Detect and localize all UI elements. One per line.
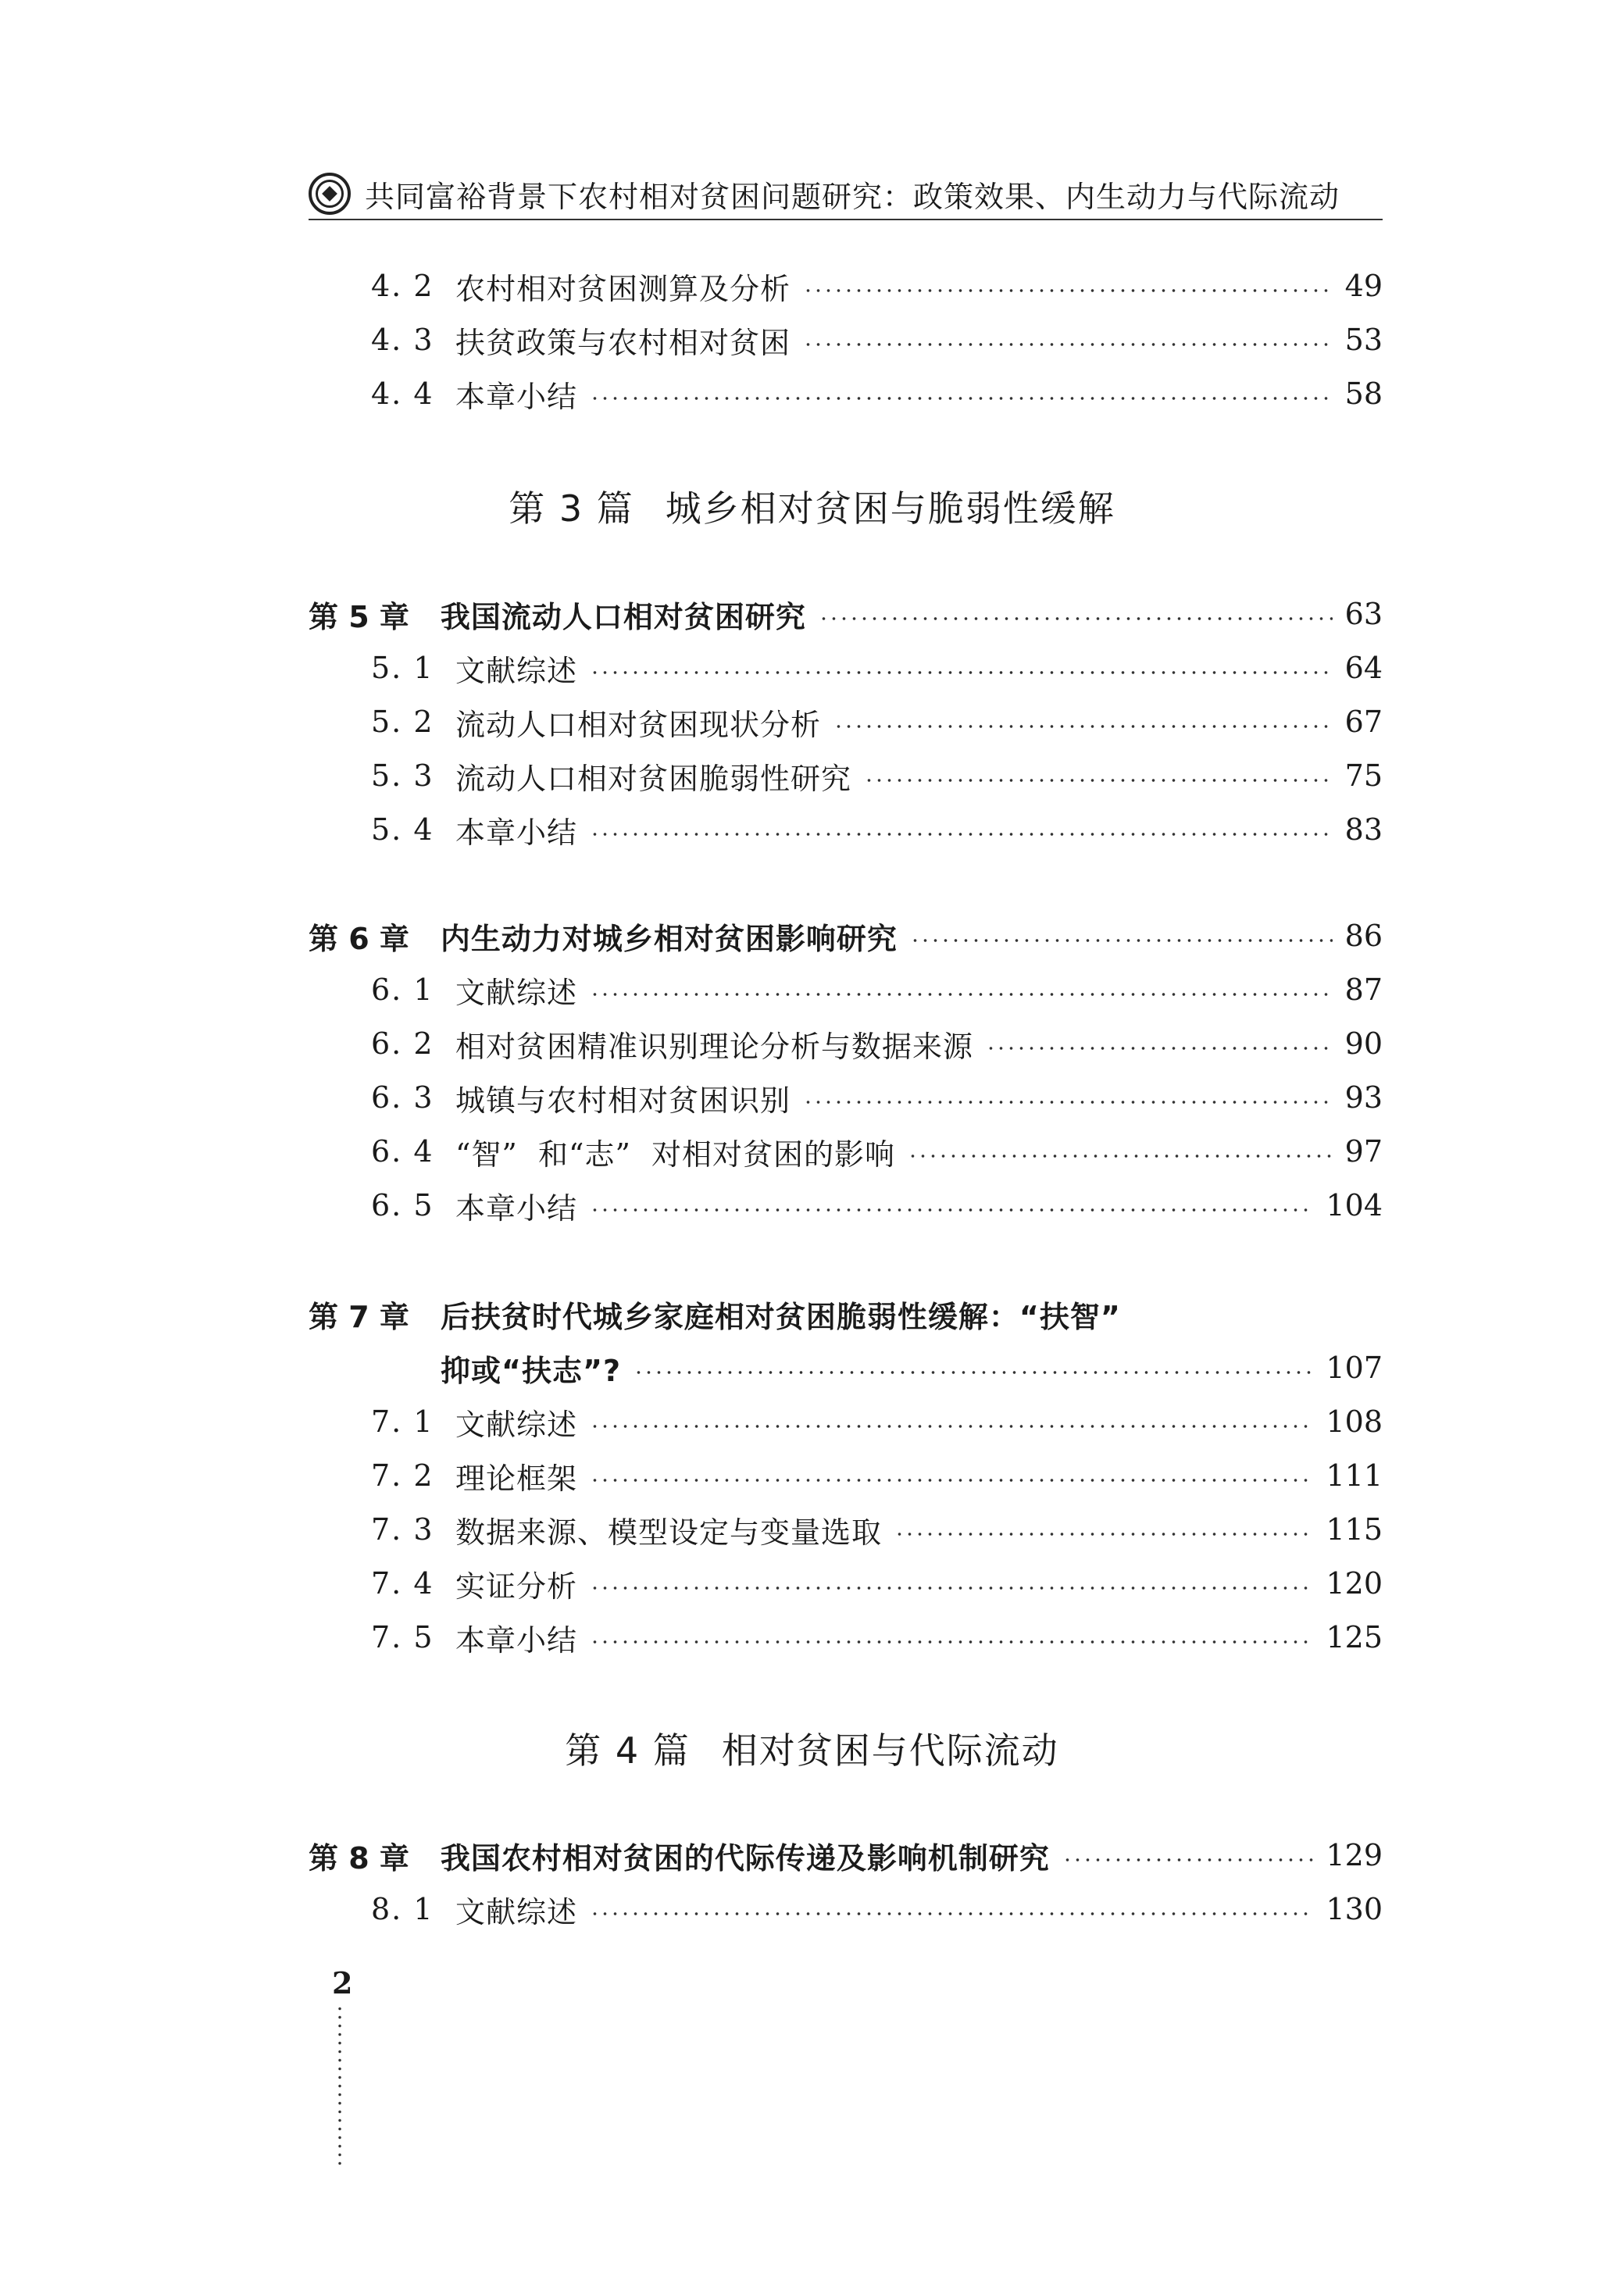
- toc-entry-8-1[interactable]: [309, 1886, 1383, 1933]
- toc-entry-7-4[interactable]: [309, 1560, 1383, 1607]
- dot-leader: [910, 939, 1333, 942]
- page-number: 64: [1344, 651, 1383, 685]
- section-title: 本章小结: [455, 815, 578, 850]
- section-number: 6. 1: [371, 973, 434, 1007]
- dot-leader: [819, 617, 1333, 620]
- toc-entry-7-1[interactable]: [309, 1398, 1383, 1445]
- part-heading-4: [0, 1722, 1624, 1774]
- toc-entry-4-4[interactable]: [309, 370, 1383, 417]
- section-number: 4. 4: [371, 377, 434, 411]
- section-title: “智” 和“志” 对相对贫困的影响: [455, 1137, 896, 1172]
- section-title: 城镇与农村相对贫困识别: [455, 1083, 791, 1118]
- page-number: 63: [1344, 597, 1383, 631]
- chapter-title-continued: 抑或“扶志”?: [441, 1353, 621, 1388]
- dot-leader: [908, 1155, 1333, 1158]
- section-title: 文献综述: [455, 975, 578, 1010]
- dot-leader: [634, 1371, 1313, 1374]
- section-number: 7. 1: [371, 1404, 434, 1439]
- folio-page-number: 2: [332, 1965, 353, 2001]
- chapter-number: 第 5 章: [309, 599, 409, 634]
- dot-leader: [590, 833, 1333, 836]
- section-title: 本章小结: [455, 1622, 578, 1658]
- dot-leader: [1062, 1858, 1314, 1861]
- section-title: 文献综述: [455, 653, 578, 688]
- toc-entry-4-3[interactable]: [309, 316, 1383, 363]
- dot-leader: [590, 1425, 1313, 1428]
- toc-entry-5-2[interactable]: [309, 698, 1383, 745]
- page-number: 86: [1344, 919, 1383, 953]
- page-number: 97: [1344, 1134, 1383, 1169]
- dot-leader: [803, 289, 1333, 292]
- toc-entry-6-2[interactable]: [309, 1020, 1383, 1067]
- section-number: 7. 5: [371, 1620, 434, 1654]
- dot-leader: [803, 1101, 1333, 1104]
- toc-entry-5-4[interactable]: [309, 806, 1383, 853]
- toc-entry-6-5[interactable]: [309, 1182, 1383, 1229]
- page-number: 75: [1344, 758, 1383, 793]
- toc-chapter-8[interactable]: [309, 1832, 1383, 1879]
- chapter-number: 第 6 章: [309, 921, 409, 956]
- section-number: 7. 3: [371, 1512, 434, 1547]
- chapter-title: 我国流动人口相对贫困研究: [440, 599, 806, 634]
- section-title: 相对贫困精准识别理论分析与数据来源: [455, 1029, 974, 1064]
- dot-leader: [894, 1533, 1313, 1536]
- dot-leader: [590, 1587, 1313, 1590]
- page-number: 93: [1344, 1080, 1383, 1115]
- toc-entry-7-3[interactable]: [309, 1506, 1383, 1553]
- section-title: 流动人口相对贫困脆弱性研究: [455, 761, 852, 796]
- section-number: 5. 3: [371, 758, 434, 793]
- folio-dotted-rule: [338, 2004, 341, 2168]
- toc-entry-7-5[interactable]: [309, 1614, 1383, 1661]
- dot-leader: [803, 343, 1333, 346]
- chapter-title: 内生动力对城乡相对贫困影响研究: [440, 921, 898, 956]
- toc-entry-7-2[interactable]: [309, 1452, 1383, 1499]
- section-number: 5. 2: [371, 705, 434, 739]
- page-number: 108: [1326, 1404, 1383, 1439]
- toc-entry-6-3[interactable]: [309, 1074, 1383, 1121]
- dot-leader: [590, 671, 1333, 674]
- page-number: 67: [1344, 705, 1383, 739]
- section-number: 8. 1: [371, 1892, 434, 1926]
- dot-leader: [590, 993, 1333, 996]
- toc-entry-5-1[interactable]: [309, 644, 1383, 691]
- dot-leader: [590, 397, 1333, 400]
- page-number: 115: [1326, 1512, 1383, 1547]
- section-number: 5. 4: [371, 812, 434, 847]
- page-number: 53: [1344, 323, 1383, 357]
- dot-leader: [590, 1640, 1313, 1644]
- toc-entry-6-1[interactable]: [309, 966, 1383, 1013]
- page-number: 111: [1326, 1458, 1383, 1493]
- chapter-title: 后扶贫时代城乡家庭相对贫困脆弱性缓解：“扶智”: [440, 1299, 1121, 1334]
- toc-chapter-7[interactable]: [309, 1290, 1383, 1337]
- page-number: 129: [1326, 1838, 1383, 1872]
- book-title: 共同富裕背景下农村相对贫困问题研究：政策效果、内生动力与代际流动: [365, 179, 1340, 214]
- section-number: 6. 2: [371, 1026, 434, 1061]
- section-title: 实证分析: [455, 1569, 578, 1604]
- page-number: 130: [1326, 1892, 1383, 1926]
- section-number: 4. 3: [371, 323, 434, 357]
- header-divider: [309, 219, 1383, 220]
- dot-leader: [590, 1912, 1313, 1915]
- page-number: 125: [1326, 1620, 1383, 1654]
- dot-leader: [864, 779, 1333, 782]
- section-title: 扶贫政策与农村相对贫困: [455, 325, 791, 360]
- section-number: 7. 4: [371, 1566, 434, 1601]
- page-number: 58: [1344, 377, 1383, 411]
- section-title: 文献综述: [455, 1894, 578, 1929]
- part-label: 第 3 篇: [509, 487, 634, 530]
- section-number: 6. 4: [371, 1134, 434, 1169]
- section-title: 文献综述: [455, 1407, 578, 1442]
- dot-leader: [590, 1479, 1313, 1482]
- page-number: 104: [1326, 1188, 1383, 1222]
- dot-leader: [986, 1047, 1333, 1050]
- toc-entry-5-3[interactable]: [309, 752, 1383, 799]
- section-number: 7. 2: [371, 1458, 434, 1493]
- section-title: 本章小结: [455, 1190, 578, 1226]
- page-number: 83: [1344, 812, 1383, 847]
- toc-chapter-6[interactable]: [309, 912, 1383, 959]
- toc-chapter-7-continued[interactable]: [441, 1344, 1383, 1391]
- page-number: 107: [1326, 1351, 1383, 1385]
- section-title: 理论框架: [455, 1461, 578, 1496]
- section-title: 数据来源、模型设定与变量选取: [455, 1515, 883, 1550]
- section-title: 本章小结: [455, 379, 578, 414]
- page-number: 120: [1326, 1566, 1383, 1601]
- chapter-number: 第 8 章: [309, 1840, 409, 1876]
- book-seal-logo-icon: [309, 173, 351, 215]
- section-number: 5. 1: [371, 651, 434, 685]
- section-title: 流动人口相对贫困现状分析: [455, 707, 822, 742]
- toc-entry-6-4[interactable]: [309, 1128, 1383, 1175]
- page-number: 87: [1344, 973, 1383, 1007]
- part-heading-3: [0, 480, 1624, 532]
- section-number: 6. 5: [371, 1188, 434, 1222]
- toc-chapter-5[interactable]: [309, 591, 1383, 637]
- page-number: 49: [1344, 269, 1383, 303]
- dot-leader: [590, 1208, 1313, 1212]
- page-number: 90: [1344, 1026, 1383, 1061]
- section-number: 6. 3: [371, 1080, 434, 1115]
- dot-leader: [833, 725, 1333, 728]
- part-title: 相对贫困与代际流动: [721, 1729, 1059, 1772]
- chapter-title: 我国农村相对贫困的代际传递及影响机制研究: [440, 1840, 1050, 1876]
- section-number: 4. 2: [371, 269, 434, 303]
- part-title: 城乡相对贫困与脆弱性缓解: [665, 487, 1115, 530]
- section-title: 农村相对贫困测算及分析: [455, 271, 791, 306]
- toc-entry-4-2[interactable]: [309, 262, 1383, 309]
- running-header: [309, 170, 1383, 217]
- part-label: 第 4 篇: [565, 1729, 691, 1772]
- chapter-number: 第 7 章: [309, 1299, 409, 1334]
